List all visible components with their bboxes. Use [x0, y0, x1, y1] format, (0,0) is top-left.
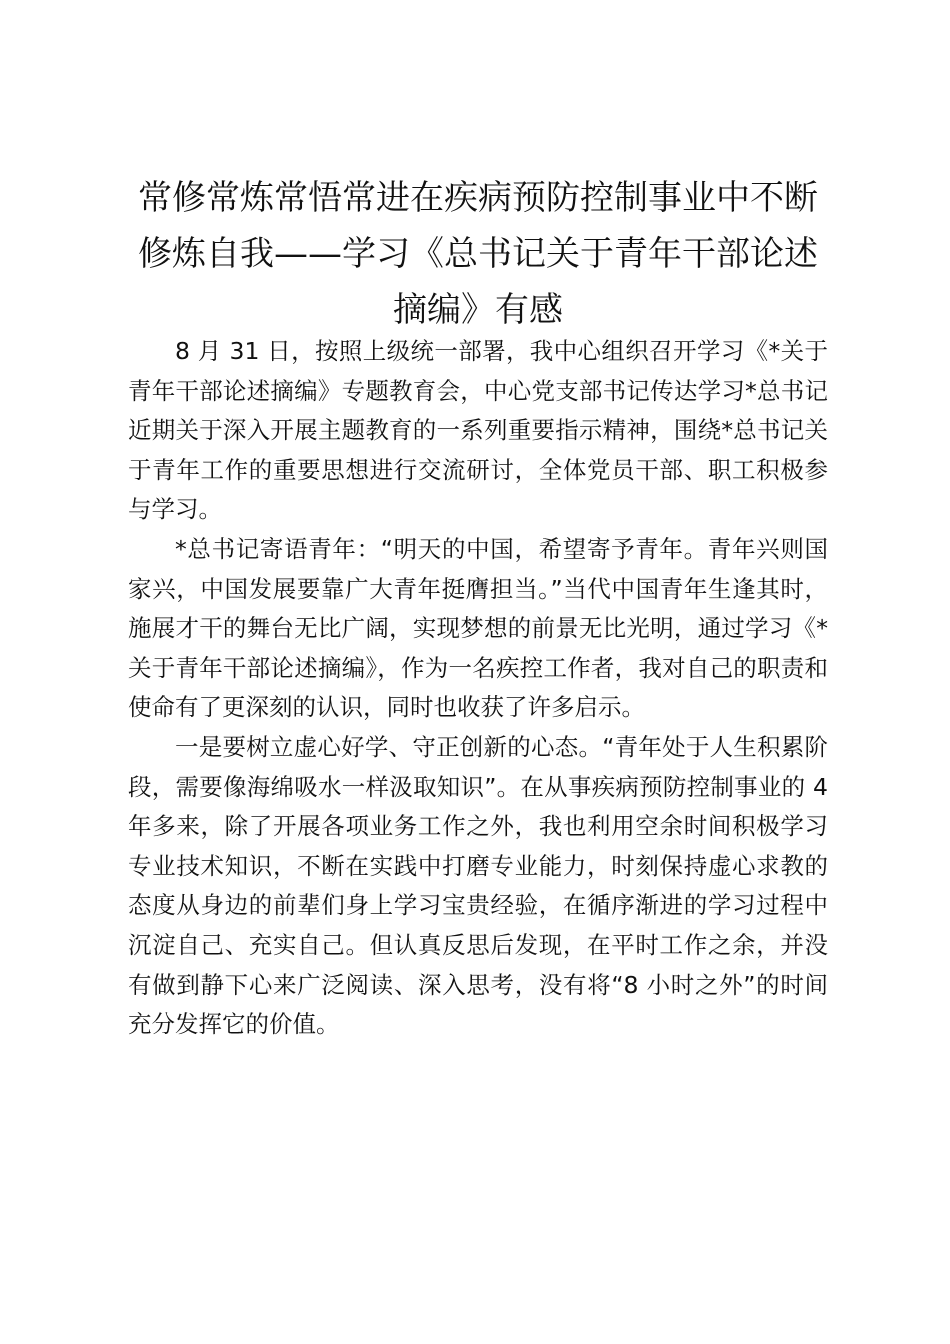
paragraph-3: 一是要树立虚心好学、守正创新的心态。“青年处于人生积累阶段，需要像海绵吸水一样汲取知识”。在从事疾病预防控制事业的 4 年多来，除了开展各项业务工作之外，我也利用空余时间积极学习专业技术知识，不断在实践中打磨专业能力，时刻保持虚心求教的态度从身边的前辈们身上学习宝贵经验，在循序渐进的学习过程中沉淀自己、充实自己。但认真反思后发现，在平时工作之余，并没有做到静下心来广泛阅读、深入思考，没有将“8 小时之外”的时间充分发挥它的价值。	[128, 732, 828, 1039]
document-title: 常修常炼常悟常进在疾病预防控制事业中不断修炼自我——学习《总书记关于青年干部论述摘编》有感	[138, 178, 818, 330]
title-block	[128, 170, 828, 332]
paragraph-2: *总书记寄语青年：“明天的中国，希望寄予青年。青年兴则国家兴，中国发展要靠广大青年挺膺担当。”当代中国青年生逢其时，施展才干的舞台无比广阔，实现梦想的前景无比光明，通过学习《*关于青年干部论述摘编》，作为一名疾控工作者，我对自己的职责和使命有了更深刻的认识，同时也收获了许多启示。	[128, 534, 828, 722]
document-page	[128, 170, 828, 1045]
paragraph-1: 8 月 31 日，按照上级统一部署，我中心组织召开学习《*关于青年干部论述摘编》专题教育会，中心党支部书记传达学习*总书记近期关于深入开展主题教育的一系列重要指示精神，围绕*总书记关于青年工作的重要思想进行交流研讨，全体党员干部、职工积极参与学习。	[128, 337, 828, 524]
